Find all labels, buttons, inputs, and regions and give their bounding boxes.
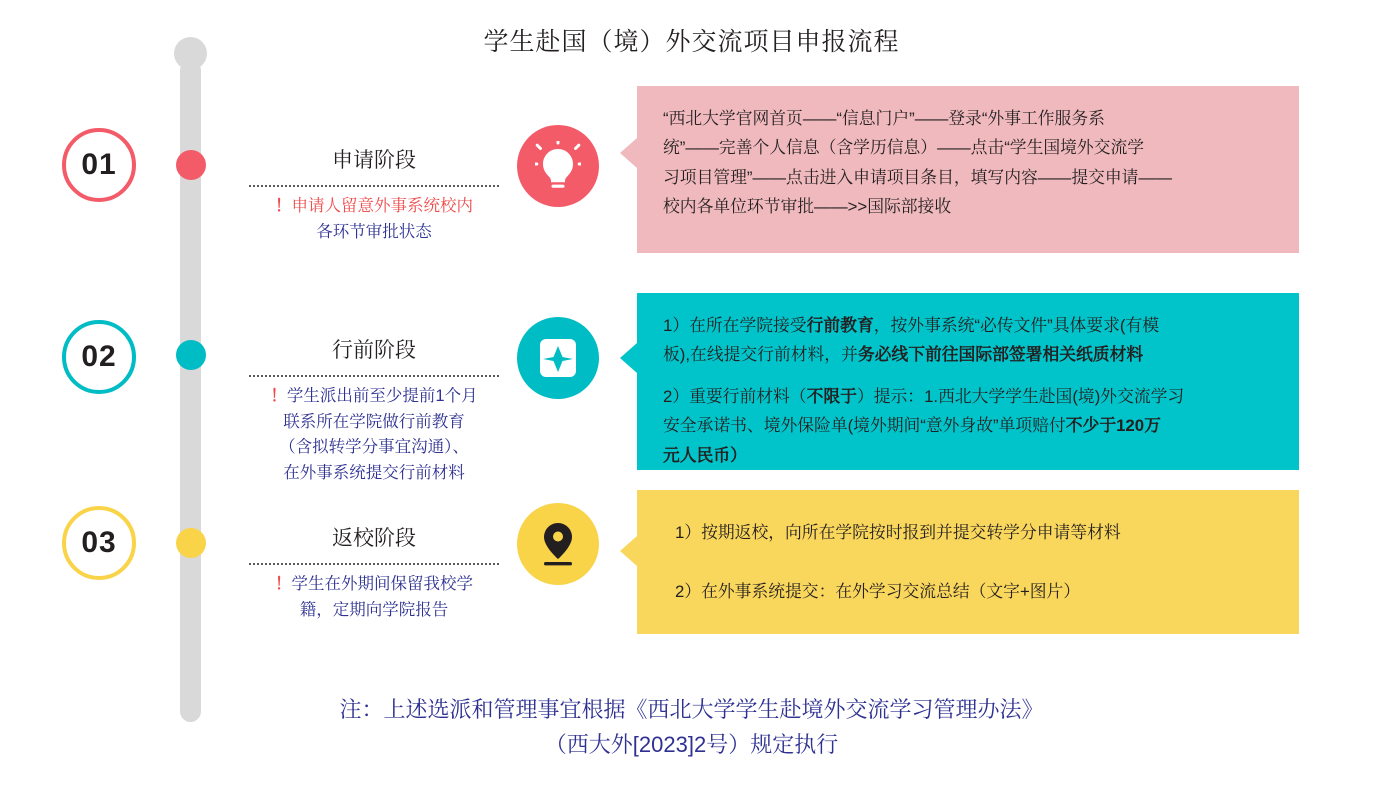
stage-03-note [239, 572, 509, 623]
stage-02-item-2-f: 元人民币 [663, 445, 731, 465]
stage-02-item-2-g: ） [730, 445, 747, 465]
stage-01-number-badge: 01 [62, 128, 136, 202]
stage-01-spine-dot [176, 150, 206, 180]
stage-03-note-mark: ！ [275, 575, 292, 593]
stage-02-note-line4: 在外事系统提交行前材料 [283, 463, 465, 482]
stage-02-item-2 [663, 382, 1273, 470]
stage-03-note-line1: 学生在外期间保留我校学 [291, 575, 473, 593]
stage-02-item-1-b: 行前教育 [806, 316, 874, 335]
stage-02-item-1-c: ，按外事系统“必传文件”具体要求(有模 [873, 316, 1160, 335]
footer-line-2: （西大外[2023]2号）规定执行 [544, 732, 839, 758]
stage-01-divider [249, 185, 499, 187]
stage-03-item-1: 1）按期返校，向所在学院按时报到并提交转学分申请等材料 [675, 523, 1121, 542]
stage-01-note-line2: 各环节审批状态 [316, 222, 432, 241]
stage-02-item-2-d: 安全承诺书、境外保险单(境外期间“意外身故”单项赔付 [663, 416, 1066, 436]
stage-02-item-1-a: 1）在所在学院接受 [663, 316, 807, 335]
stage-02-number-badge: 02 [62, 320, 136, 394]
footer-line-1: 注：上述选派和管理事宜根据《西北大学学生赴境外交流学习管理办法》 [339, 697, 1044, 722]
stage-01-note-mark: ！ [275, 197, 292, 215]
stage-02-label: 行前阶段 [332, 339, 416, 362]
stage-01-line2: 统”——完善个人信息（含学历信息）——点击“学生国境外交流学 [663, 138, 1145, 158]
stage-02-spine-dot [176, 340, 206, 370]
stage-02-note-line2: 联系所在学院做行前教育 [283, 412, 465, 431]
page-title: 学生赴国（境）外交流项目申报流程 [483, 28, 900, 56]
stage-02-item-2-e: 不少于120万 [1065, 416, 1161, 436]
stage-03-item-2: 2）在外事系统提交：在外学习交流总结（文字+图片） [675, 582, 1081, 602]
stage-02-note-mark: ！ [270, 387, 287, 405]
stage-01-line4: 校内各单位环节审批——>>国际部接收 [663, 197, 952, 217]
stage-02-item-1 [663, 311, 1273, 370]
stage-02-item-2-c: ）提示：1.西北大学学生赴国(境)外交流学习 [856, 386, 1185, 406]
stage-02-item-2-b: 不限于 [806, 386, 857, 406]
stage-01-line3: 习项目管理”——点击进入申请项目条目，填写内容——提交申请—— [663, 167, 1173, 187]
stage-03-note-line2: 籍，定期向学院报告 [299, 600, 449, 619]
passport-flight-icon [517, 317, 599, 399]
stage-01-note [239, 194, 509, 245]
stage-03-divider [249, 563, 499, 565]
stage-01-note-line1: 申请人留意外事系统校内 [291, 197, 473, 215]
stage-02-note [239, 384, 509, 486]
stage-03-content-bubble [637, 490, 1299, 634]
footer-note [0, 692, 1383, 762]
stage-01-label: 申请阶段 [332, 149, 416, 172]
lightbulb-icon [517, 125, 599, 207]
stage-01-line1: “西北大学官网首页——“信息门户”——登录“外事工作服务系 [663, 109, 1105, 128]
stage-03-spine-dot [176, 528, 206, 558]
stage-02-note-line1: 学生派出前至少提前1个月 [286, 387, 478, 405]
stage-02-item-1-d: 板),在线提交行前材料，并 [663, 345, 858, 365]
stage-02-note-line3: （含拟转学分事宜沟通）、 [279, 438, 469, 457]
stage-02-item-2-a: 2）重要行前材料（ [663, 386, 807, 406]
stage-02-item-1-e: 务必线下前往国际部签署相关纸质材料 [857, 345, 1144, 365]
stage-02-content-bubble [637, 293, 1299, 470]
stage-02-divider [249, 375, 499, 377]
stage-01-content-bubble [637, 86, 1299, 253]
location-pin-icon [517, 503, 599, 585]
stage-03-number-badge: 03 [62, 506, 136, 580]
stage-03-label: 返校阶段 [332, 527, 416, 550]
